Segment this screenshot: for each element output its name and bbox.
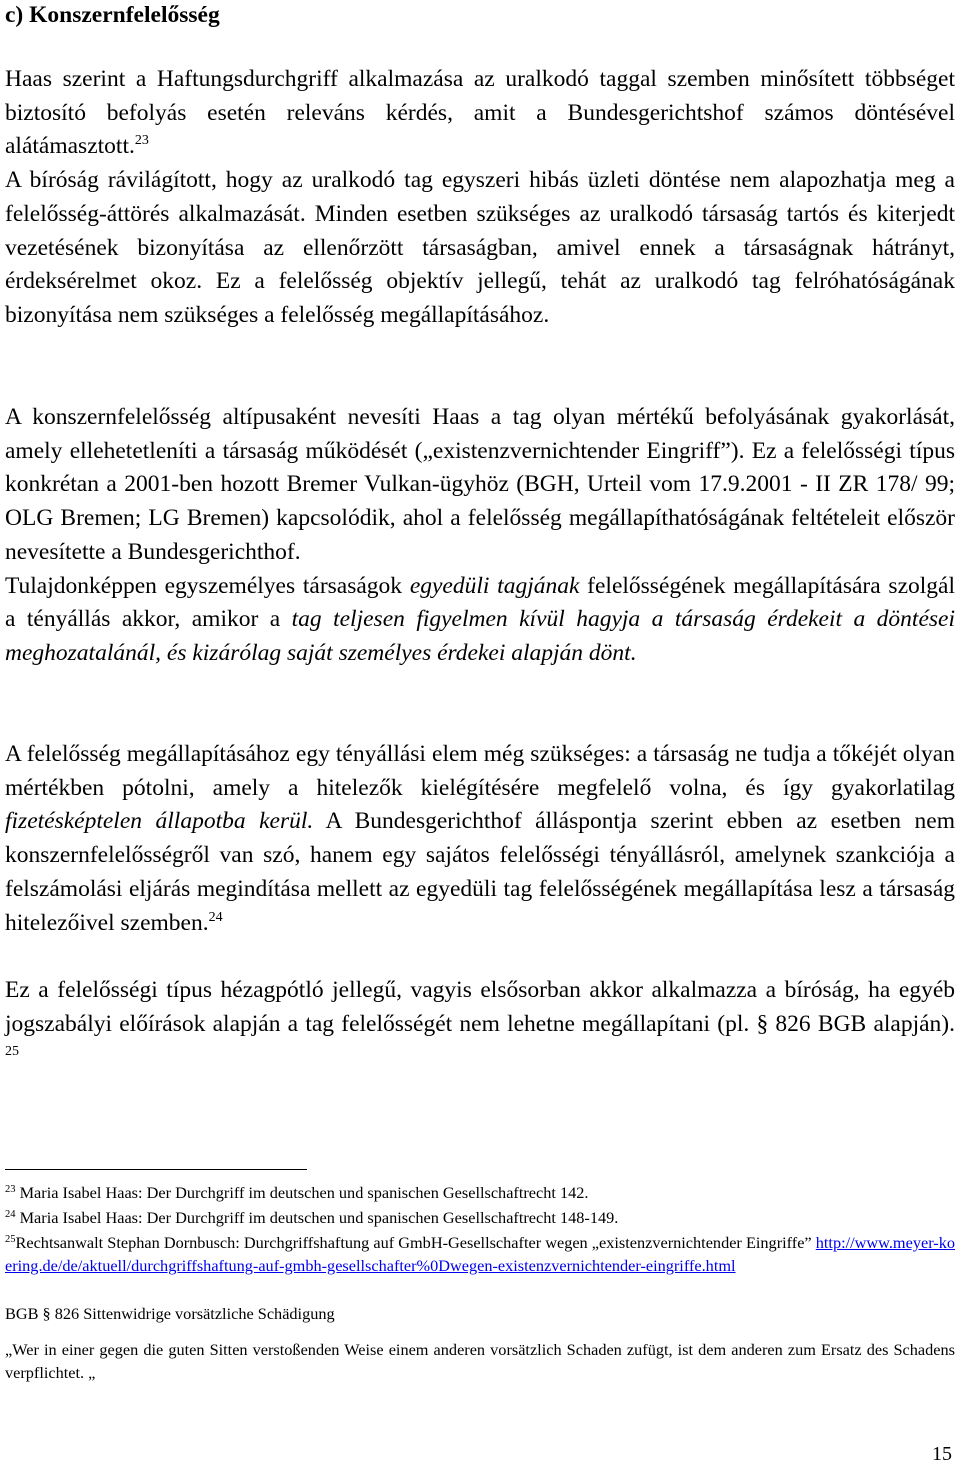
paragraph-1 <box>5 63 955 333</box>
footnote-25 <box>5 1231 955 1277</box>
paragraph-2 <box>5 401 955 671</box>
paragraph-3-text: A felelősség megállapításához egy tényállási elem még szükséges: a társaság ne tudja a tőkéjét olyan mértékben pótolni, amely a hitelezők kielégítésére megfelelő volna, és így gyakorlatilag <box>5 741 955 801</box>
footnote-25-link[interactable]: http://www.meyer-koering.de/de/aktuell/durchgriffshaftung-auf-gmbh-gesellschafter%0Dwegen-existenzvernichtender-eingriffe.html <box>5 1233 955 1275</box>
footnote-ref-25[interactable]: 25 <box>5 1044 19 1060</box>
footnote-24 <box>5 1206 955 1229</box>
paragraph-3 <box>5 738 955 940</box>
bgb-826-heading: BGB § 826 Sittenwidrige vorsätzliche Schädigung <box>5 1304 335 1323</box>
paragraph-3-italic: fizetésképtelen állapotba kerül. <box>5 808 314 835</box>
footnote-separator <box>5 1169 307 1170</box>
footnote-23-text: Maria Isabel Haas: Der Durchgriff im deutschen und spanischen Gesellschaftrecht 142. <box>19 1183 589 1202</box>
footnote-24-text: Maria Isabel Haas: Der Durchgriff im deutschen und spanischen Gesellschaftrecht 148-149. <box>19 1208 619 1227</box>
paragraph-4 <box>5 974 955 1075</box>
paragraph-4-text: Ez a felelősségi típus hézagpótló jellegű, vagyis elsősorban akkor alkalmazza a bíróság, ha egyéb jogszabályi előírások alapján a tag felelősségét nem lehetne megállapítani (pl. § 826 BGB alapján). <box>5 977 955 1037</box>
paragraph-2-italic-2: tag teljesen figyelmen kívül hagyja a társaság érdekeit a döntései meghozatalánál, és kizárólag saját személyes érdekei alapján dönt. <box>5 606 955 666</box>
footnote-23 <box>5 1181 955 1204</box>
paragraph-2-italic-1: egyedüli tagjának <box>409 572 580 599</box>
page-number: 15 <box>932 1443 952 1465</box>
footnote-25-text: Rechtsanwalt Stephan Dornbusch: Durchgriffshaftung auf GmbH-Gesellschafter wegen „existenzvernichtender Eingriffe” <box>15 1233 812 1252</box>
footnote-25-number: 25 <box>5 1234 16 1245</box>
section-heading: c) Konszernfelelősség <box>5 2 220 28</box>
footnote-24-number: 24 <box>5 1209 16 1220</box>
paragraph-1-text: Haas szerint a Haftungsdurchgriff alkalmazása az uralkodó taggal szemben minősített többséget biztosító befolyás esetén releváns kérdés, amit a Bundesgerichtshof számos döntésével alátámasztott. <box>5 66 955 160</box>
footnote-ref-24[interactable]: 24 <box>208 909 223 925</box>
footnote-ref-23[interactable]: 23 <box>134 133 149 149</box>
paragraph-2-text-3: felelősségének megállapítására szolgál a tényállás akkor, amikor a <box>5 572 955 633</box>
paragraph-2-text: A konszernfelelősség altípusaként nevesíti Haas a tag olyan mértékű befolyásának gyakorlását, amely ellehetetleníti a társaság működését („existenzvernichtender Eingriff”). Ez a felelősségi típus konkrétan a 2001-ben hozott Bremer Vulkan-ügyhöz (BGH, Urteil vom 17.9.2001 - II ZR 178/ 99; OLG Bremen; LG Bremen) kapcsolódik, ahol a felelősség megállapíthatóságának feltételeit először nevesítette a Bundesgerichthof. <box>5 404 955 565</box>
paragraph-1-text-2: A bíróság rávilágított, hogy az uralkodó tag egyszeri hibás üzleti döntése nem alapozhatja meg a felelősség-áttörés alkalmazását. Minden esetben szükséges az uralkodó társaság tartós és kiterjedt vezetésének bizonyítása az ellenőrzött társaságban, amivel ennek a társaságnak hátrányt, érdeksérelmet okoz. Ez a felelősség objektív jellegű, tehát az uralkodó tag felróhatóságának bizonyítása nem szükséges a felelősség megállapításához. <box>5 167 955 328</box>
paragraph-3-text-2: A Bundesgerichthof álláspontja szerint ebben az esetben nem konszernfelelősségről van szó, hanem egy sajátos felelősségi tényállásról, amelynek szankciója a felszámolási eljárás megindítása mellett az egyedüli tag felelősségének megállapítása lesz a társaság hitelezőivel szemben. <box>5 808 955 936</box>
footnote-23-number: 23 <box>5 1184 16 1195</box>
paragraph-2-text-2: Tulajdonképpen egyszemélyes társaságok <box>5 572 403 599</box>
bgb-826-quote: „Wer in einer gegen die guten Sitten verstoßenden Weise einem anderen vorsätzlich Schaden zufügt, ist dem anderen zum Ersatz des Schadens verpflichtet. „ <box>5 1340 955 1382</box>
